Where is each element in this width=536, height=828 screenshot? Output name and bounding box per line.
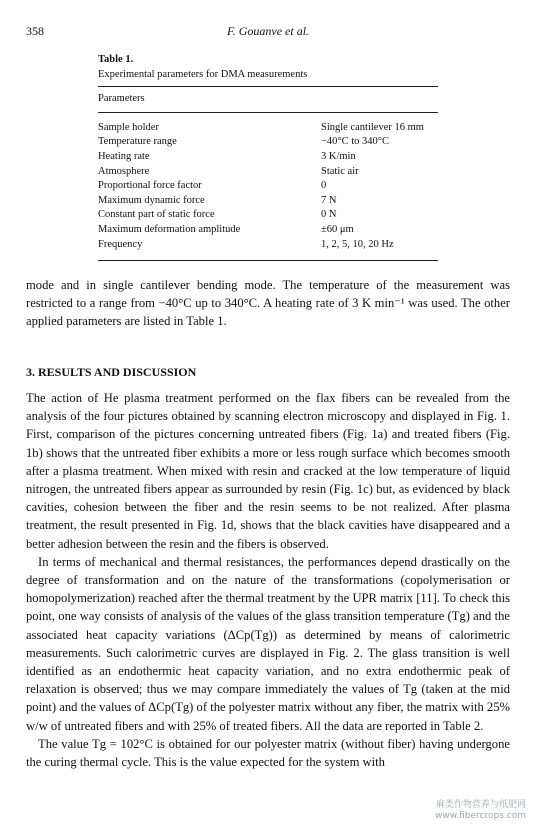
watermark-line: 麻类作物营养与纸肥网 — [435, 800, 526, 810]
value-cell: Single cantilever 16 mm — [321, 121, 424, 133]
table-row — [98, 121, 438, 136]
paragraph: In terms of mechanical and thermal resistances, the performances depend drastically on the degree of transformation and on the nature of the transformations (copolymerisation or homopolymerization) reached after the thermal treatment by the UPR matrix [11]. To check this point, one way consists of analysis of the values of the glass transition temperature (Tg) and the associated heat capacity variations (ΔCp(Tg)) as determined by means of calorimetric measurements. Such calorimetric curves are displayed in Fig. 2. The glass transition is well identified as an endothermic heat capacity variation, and no extra endothermic peak of relaxation is observed; thus we may compare immediately the values of Tg (taken at the mid point) and the values of ΔCp(Tg) of the polyester matrix without any fiber, the matrix with 25% w/w of untreated fibers and with 25% of treated fibers. All the data are reported in Table 2. — [26, 554, 510, 733]
param-cell: Proportional force factor — [98, 180, 202, 192]
param-cell: Constant part of static force — [98, 209, 215, 221]
table-header-cell: Parameters — [98, 93, 145, 105]
watermark-line: www.fibercrops.com — [435, 811, 526, 821]
value-cell: ±60 μm — [321, 223, 354, 235]
table-1 — [98, 53, 438, 261]
param-cell: Sample holder — [98, 121, 159, 133]
table-bottom-rule — [98, 260, 438, 261]
value-cell: Static air — [321, 165, 359, 177]
table-row — [98, 135, 438, 150]
table-label: Table 1. — [98, 54, 134, 65]
value-cell: 1, 2, 5, 10, 20 Hz — [321, 238, 394, 250]
paragraph: mode and in single cantilever bending mode. The temperature of the measurement was restricted to a range from −40°C up to 340°C. A heating rate of 3 K min⁻¹ was used. The other applied parameters are listed in Table 1. — [26, 278, 510, 329]
param-cell: Atmosphere — [98, 165, 150, 177]
table-body — [98, 113, 438, 260]
page-number: 358 — [26, 24, 44, 38]
site-watermark — [435, 800, 526, 822]
table-row — [98, 179, 438, 194]
paragraph: The action of He plasma treatment performed on the flax fibers can be revealed from the analysis of the four pictures obtained by scanning electron microscopy and displayed in Fig. 1. First, comparison of the pictures concerning untreated fibers (Fig. 1a) and treated fibers (Fig. 1b) shows that the untreated fiber exhibits a more or less rough surface which becomes smooth after a plasma treatment. When mixed with resin and cracked at the low temperature of liquid nitrogen, the untreated fibers appear as surrounded by resin (Fig. 1c) but, as evidenced by black cavities, cohesion between the fiber and the resin seems to be not realized. After plasma treatment, the result presented in Fig. 1d, shows that the black cavities have disappeared and a better adhesion between the resin and the fibers is observed. — [26, 391, 510, 551]
param-cell: Maximum deformation amplitude — [98, 223, 241, 235]
running-header — [26, 24, 510, 42]
table-row — [98, 150, 438, 165]
param-cell: Temperature range — [98, 136, 177, 148]
table-row — [98, 238, 438, 253]
value-cell: 0 — [321, 180, 327, 192]
table-caption: Experimental parameters for DMA measurements — [98, 68, 308, 80]
intro-paragraph-block — [26, 276, 510, 331]
table-row — [98, 208, 438, 223]
param-cell: Maximum dynamic force — [98, 194, 205, 206]
param-cell: Heating rate — [98, 150, 150, 162]
value-cell: −40°C to 340°C — [321, 136, 389, 148]
param-cell: Frequency — [98, 238, 143, 250]
table-row — [98, 165, 438, 180]
running-authors: F. Gouanve et al. — [226, 24, 310, 38]
paragraph: The value Tg = 102°C is obtained for our polyester matrix (without fiber) having undergone the curing thermal cycle. This is the value expected for the system with — [26, 736, 510, 770]
section-heading: 3. RESULTS AND DISCUSSION — [26, 365, 197, 379]
value-cell: 7 N — [321, 194, 337, 206]
table-row — [98, 223, 438, 238]
value-cell: 3 K/min — [321, 150, 356, 162]
table-row — [98, 194, 438, 209]
value-cell: 0 N — [321, 209, 337, 221]
results-text-block — [26, 389, 510, 771]
